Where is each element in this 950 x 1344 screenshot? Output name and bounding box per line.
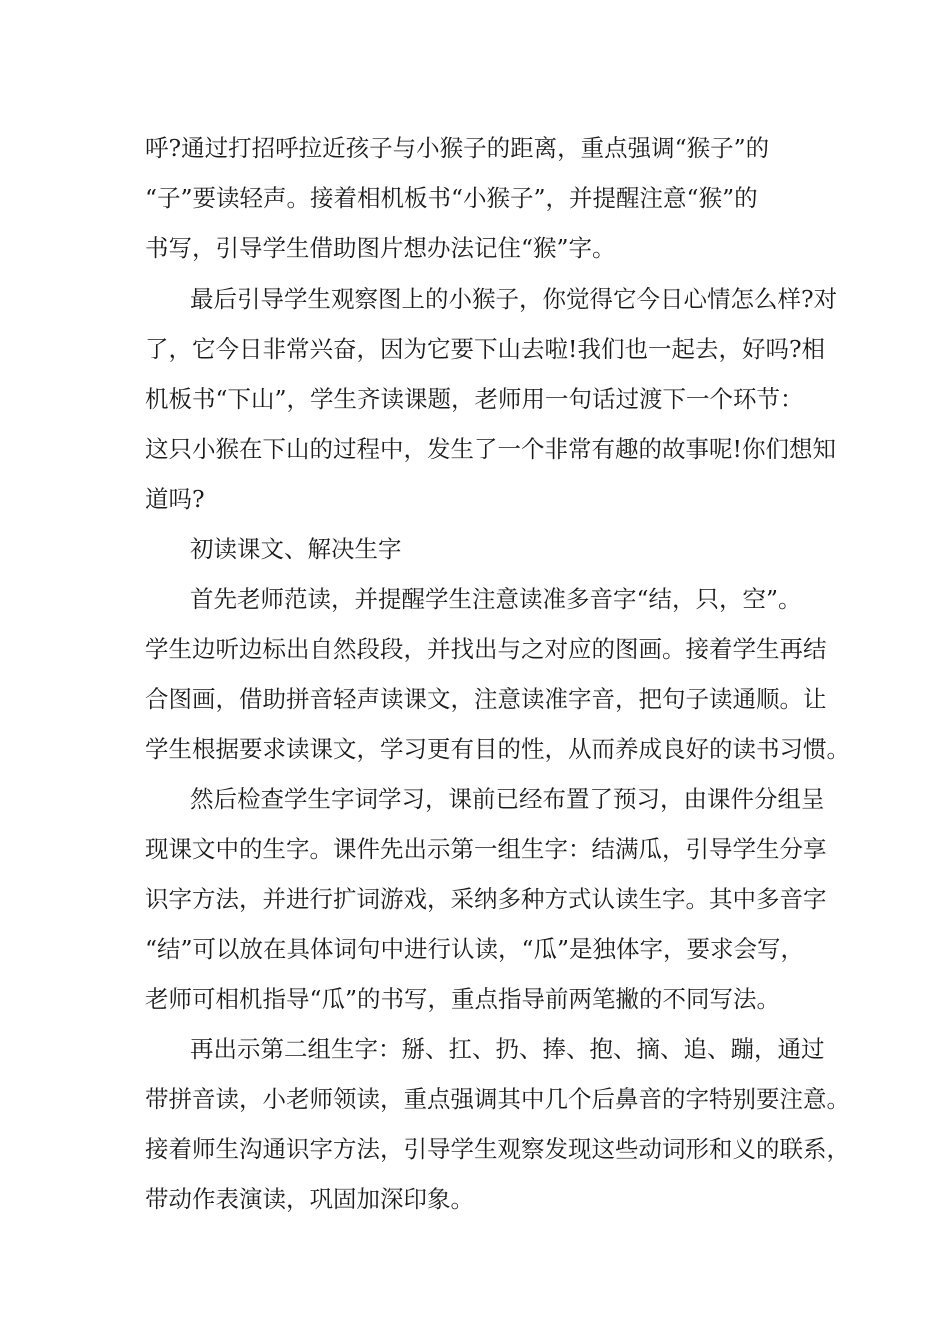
text-line: 学生根据要求读课文，学习更有目的性，从而养成良好的读书习惯。: [145, 735, 850, 763]
text-line: 接着师生沟通识字方法，引导学生观察发现这些动词形和义的联系，: [145, 1135, 850, 1163]
text-line: 呼?通过打招呼拉近孩子与小猴子的距离，重点强调“猴子”的: [145, 134, 770, 162]
text-line: 再出示第二组生字：掰、扛、扔、捧、抱、摘、追、蹦，通过: [190, 1035, 825, 1063]
text-line: 现课文中的生字。课件先出示第一组生字：结满瓜，引导学生分享: [145, 835, 827, 863]
text-line: 带拼音读，小老师领读，重点强调其中几个后鼻音的字特别要注意。: [145, 1085, 850, 1113]
text-line: 这只小猴在下山的过程中，发生了一个非常有趣的故事呢!你们想知: [145, 435, 836, 463]
text-line: 机板书“下山”，学生齐读课题，老师用一句话过渡下一个环节：: [145, 385, 804, 413]
text-line: 老师可相机指导“瓜”的书写，重点指导前两笔撇的不同写法。: [145, 985, 781, 1013]
text-line: 首先老师范读，并提醒学生注意读准多音字“结，只，空”。: [190, 585, 802, 613]
text-line: 书写，引导学生借助图片想办法记住“猴”字。: [145, 234, 616, 262]
text-line: 合图画，借助拼音轻声读课文，注意读准字音，把句子读通顺。让: [145, 685, 827, 713]
section-heading: 初读课文、解决生字: [190, 535, 402, 563]
text-line: “子”要读轻声。接着相机板书“小猴子”，并提醒注意“猴”的: [145, 184, 758, 212]
text-line: 道吗?: [145, 485, 205, 513]
text-line: 学生边听边标出自然段段，并找出与之对应的图画。接着学生再结: [145, 635, 827, 663]
text-line: 了，它今日非常兴奋，因为它要下山去啦!我们也一起去，好吗?相: [145, 335, 826, 363]
text-line: 最后引导学生观察图上的小猴子，你觉得它今日心情怎么样?对: [190, 285, 838, 313]
text-line: 然后检查学生字词学习，课前已经布置了预习，由课件分组呈: [190, 785, 825, 813]
text-line: “结”可以放在具体词句中进行认读，“瓜”是独体字，要求会写，: [145, 935, 805, 963]
text-line: 识字方法，并进行扩词游戏，采纳多种方式认读生字。其中多音字: [145, 885, 827, 913]
text-line: 带动作表演读，巩固加深印象。: [145, 1185, 474, 1213]
